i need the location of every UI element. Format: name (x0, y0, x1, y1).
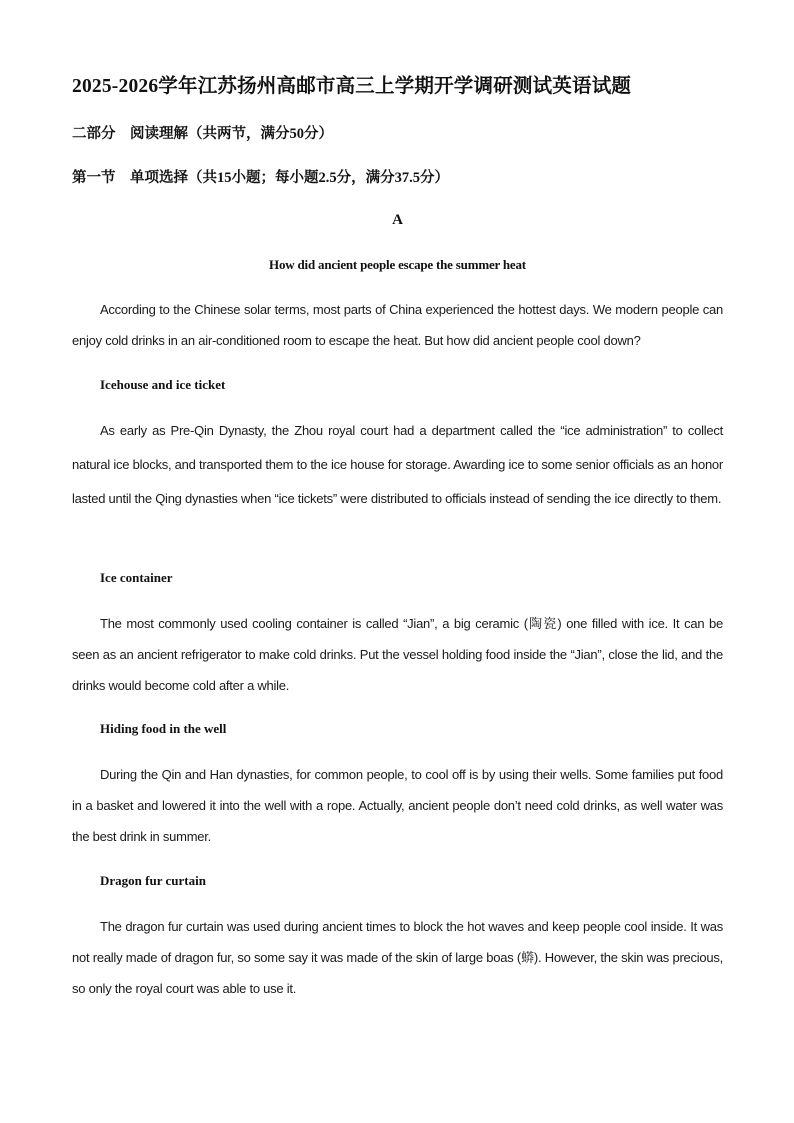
subheading-well: Hiding food in the well (100, 721, 227, 736)
document-title: 2025-2026学年江苏扬州高邮市高三上学期开学调研测试英语试题 (72, 76, 632, 97)
paragraph-icehouse: As early as Pre-Qin Dynasty, the Zhou royal court had a department called the “ice administration” to collect natural ice blocks, and transported them to the ice house for storage. Awarding ice to some senior officials as an honor lasted until the Qing dynasties when “ice tickets” were distributed to officials instead of sending the ice directly to them. (72, 423, 723, 506)
paragraph-well: During the Qin and Han dynasties, for common people, to cool off is by using their wells. Some families put food in a basket and lowered it into the well with a rope. Actually, ancient people don’t need cold drinks, as well water was the best drink in summer. (72, 767, 723, 844)
paragraph-intro: According to the Chinese solar terms, most parts of China experienced the hottest days. We modern people can enjoy cold drinks in an air-conditioned room to escape the heat. But how did ancient people cool down? (72, 302, 723, 348)
paragraph-ice-container: The most commonly used cooling container is called “Jian”, a big ceramic (陶瓷) one filled with ice. It can be seen as an ancient refrigerator to make cold drinks. Put the vessel holding food inside the “Jian”, close the lid, and the drinks would become cold after a while. (72, 616, 723, 693)
paragraph-curtain: The dragon fur curtain was used during ancient times to block the hot waves and keep people cool inside. It was not really made of dragon fur, so some say it was made of the skin of large boas (蟒). However, the skin was precious, so only the royal court was able to use it. (72, 919, 723, 996)
subheading-icehouse: Icehouse and ice ticket (100, 377, 226, 392)
passage-letter: A (392, 212, 403, 228)
part-heading: 二部分 阅读理解（共两节，满分50分） (72, 126, 333, 142)
section-heading: 第一节 单项选择（共15小题；每小题2.5分，满分37.5分） (72, 170, 449, 186)
subheading-curtain: Dragon fur curtain (100, 873, 206, 888)
subheading-ice-container: Ice container (100, 570, 173, 585)
article-title: How did ancient people escape the summer heat (269, 257, 526, 272)
